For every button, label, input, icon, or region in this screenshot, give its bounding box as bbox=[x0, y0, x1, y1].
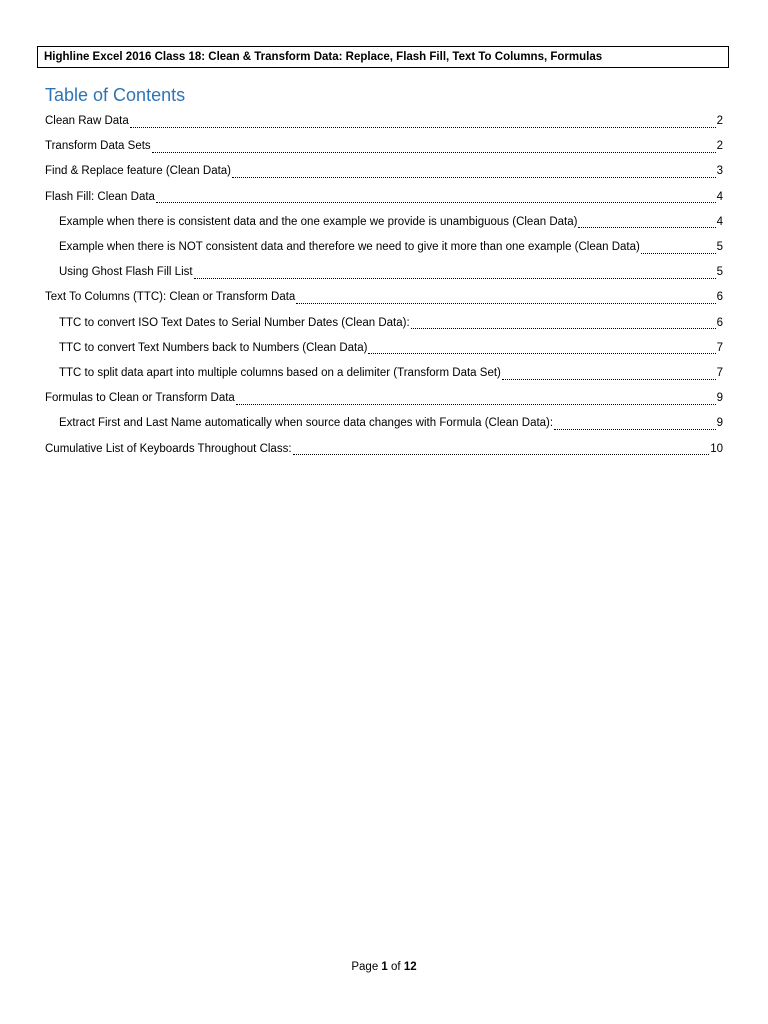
toc-entry-page: 4 bbox=[716, 190, 723, 203]
toc-leader-dots bbox=[152, 142, 716, 153]
toc-entry[interactable] bbox=[59, 239, 723, 255]
toc-entry[interactable] bbox=[59, 415, 723, 431]
footer-current-page: 1 bbox=[381, 961, 388, 973]
toc-leader-dots bbox=[156, 192, 716, 203]
toc-entry-label: Flash Fill: Clean Data bbox=[45, 190, 155, 203]
toc-entry[interactable] bbox=[45, 289, 723, 305]
toc-entry-page: 10 bbox=[710, 442, 723, 455]
document-header: Highline Excel 2016 Class 18: Clean & Transform Data: Replace, Flash Fill, Text To Columns, Formulas bbox=[37, 46, 729, 68]
toc-entry[interactable] bbox=[59, 340, 723, 356]
toc-leader-dots bbox=[130, 117, 716, 128]
toc-entry[interactable] bbox=[59, 264, 723, 280]
toc-leader-dots bbox=[368, 343, 715, 354]
toc-leader-dots bbox=[578, 217, 715, 228]
toc-entry-page: 5 bbox=[716, 266, 723, 279]
toc-entry-label: Example when there is consistent data and the one example we provide is unambiguous (Clean Data) bbox=[59, 215, 578, 228]
toc-entry-label: Clean Raw Data bbox=[45, 115, 129, 127]
toc-entry[interactable] bbox=[45, 163, 723, 179]
toc-entry-label: Using Ghost Flash Fill List bbox=[59, 266, 193, 279]
toc-entry-page: 2 bbox=[716, 140, 723, 153]
toc-entry-page: 2 bbox=[716, 115, 723, 127]
toc-entry[interactable] bbox=[45, 441, 723, 457]
toc-entry-page: 7 bbox=[716, 367, 723, 379]
toc-leader-dots bbox=[641, 243, 716, 254]
footer-total-pages: 12 bbox=[403, 961, 417, 973]
toc-entry-page: 5 bbox=[716, 241, 723, 253]
toc-leader-dots bbox=[411, 318, 716, 329]
toc-entry-label: Find & Replace feature (Clean Data) bbox=[45, 165, 232, 178]
toc-entry-page: 7 bbox=[716, 341, 723, 354]
toc-entry[interactable] bbox=[59, 214, 723, 230]
toc-entry-page: 4 bbox=[716, 215, 723, 228]
toc-entry[interactable] bbox=[45, 390, 723, 406]
toc-leader-dots bbox=[236, 394, 716, 405]
toc-entry[interactable] bbox=[59, 315, 723, 331]
toc-entry-page: 6 bbox=[716, 291, 723, 304]
toc-entry-label: Example when there is NOT consistent data and therefore we need to give it more than one example (Clean Data) bbox=[59, 241, 640, 253]
toc-leader-dots bbox=[194, 268, 716, 279]
toc-heading: Table of Contents bbox=[45, 85, 186, 105]
toc-entry-page: 9 bbox=[716, 392, 723, 405]
toc-entry-label: Text To Columns (TTC): Clean or Transform Data bbox=[45, 291, 296, 304]
footer-page-word: Page bbox=[351, 961, 379, 973]
toc-leader-dots bbox=[502, 369, 716, 380]
toc-entry-label: Cumulative List of Keyboards Throughout Class: bbox=[45, 442, 292, 455]
toc-leader-dots bbox=[293, 444, 710, 455]
toc-leader-dots bbox=[296, 293, 715, 304]
toc-entry[interactable] bbox=[45, 113, 723, 129]
page-footer bbox=[0, 961, 768, 973]
toc-entry-label: TTC to convert Text Numbers back to Numbers (Clean Data) bbox=[59, 341, 368, 354]
toc-entry-page: 3 bbox=[716, 165, 723, 178]
toc-entry[interactable] bbox=[45, 189, 723, 205]
toc-entry-label: Transform Data Sets bbox=[45, 140, 151, 153]
toc-entry-label: Formulas to Clean or Transform Data bbox=[45, 392, 235, 405]
toc-entry[interactable] bbox=[59, 365, 723, 381]
toc-entry-label: TTC to split data apart into multiple columns based on a delimiter (Transform Data Set) bbox=[59, 367, 501, 379]
footer-of-word: of bbox=[391, 961, 401, 973]
toc-leader-dots bbox=[232, 167, 716, 178]
toc-entry-label: Extract First and Last Name automatically when source data changes with Formula (Clean Data): bbox=[59, 417, 554, 430]
toc-entry-page: 9 bbox=[716, 417, 723, 430]
toc-leader-dots bbox=[554, 419, 716, 430]
toc-entry-page: 6 bbox=[716, 316, 723, 329]
toc-entry-label: TTC to convert ISO Text Dates to Serial Number Dates (Clean Data): bbox=[59, 316, 410, 329]
toc-entry[interactable] bbox=[45, 138, 723, 154]
